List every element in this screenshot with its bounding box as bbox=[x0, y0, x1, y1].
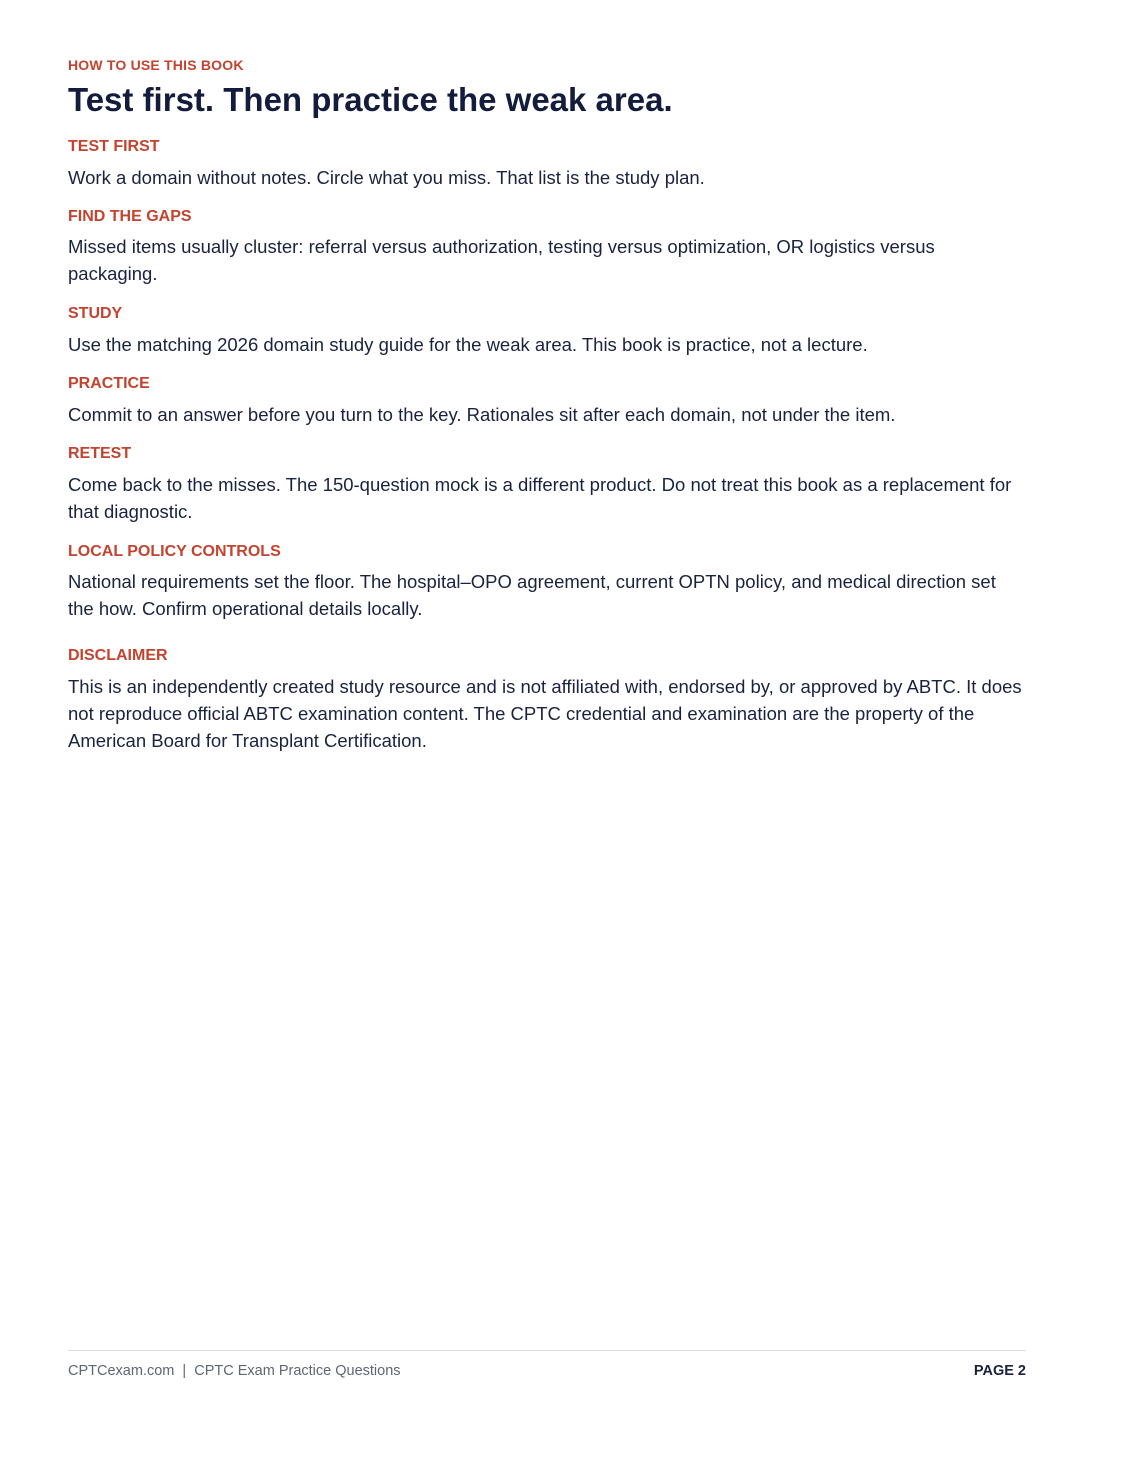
footer-site-label bbox=[68, 1363, 401, 1379]
section-label-retest: RETEST bbox=[68, 445, 132, 462]
footer-divider bbox=[68, 1350, 1026, 1351]
section-body-practice: Commit to an answer before you turn to the key. Rationales sit after each domain, not under the item. bbox=[68, 404, 896, 425]
section-label-find-the-gaps: FIND THE GAPS bbox=[68, 208, 192, 225]
section-body-disclaimer: This is an independently created study resource and is not affiliated with, endorsed by, or approved by ABTC. It does not reproduce official ABTC examination content. The CPTC credential and examination are the property of the American Board for Transplant Certification. bbox=[68, 676, 1022, 751]
section-label-study: STUDY bbox=[68, 305, 123, 322]
section-body-find-the-gaps: Missed items usually cluster: referral versus authorization, testing versus optimization, OR logistics versus packaging. bbox=[68, 236, 935, 284]
section-body-retest: Come back to the misses. The 150-question mock is a different product. Do not treat this book as a replacement for that diagnostic. bbox=[68, 474, 1012, 522]
footer-site-text: CPTCexam.com | CPTC Exam Practice Questions bbox=[68, 1363, 401, 1379]
section-body-local-policy-controls: National requirements set the floor. The hospital–OPO agreement, current OPTN policy, and medical direction set the how. Confirm operational details locally. bbox=[68, 571, 996, 619]
page-number: PAGE 2 bbox=[973, 1363, 1026, 1379]
section-label-local-policy-controls: LOCAL POLICY CONTROLS bbox=[68, 543, 281, 560]
section-body-study: Use the matching 2026 domain study guide for the weak area. This book is practice, not a lecture. bbox=[68, 334, 868, 355]
section-label-disclaimer: DISCLAIMER bbox=[68, 647, 168, 664]
section-label-test-first: TEST FIRST bbox=[68, 138, 160, 155]
page-title: Test first. Then practice the weak area. bbox=[68, 81, 673, 118]
section-label-practice: PRACTICE bbox=[68, 375, 150, 392]
section-kicker: HOW TO USE THIS BOOK bbox=[68, 57, 244, 73]
section-body-test-first: Work a domain without notes. Circle what you miss. That list is the study plan. bbox=[68, 167, 705, 188]
